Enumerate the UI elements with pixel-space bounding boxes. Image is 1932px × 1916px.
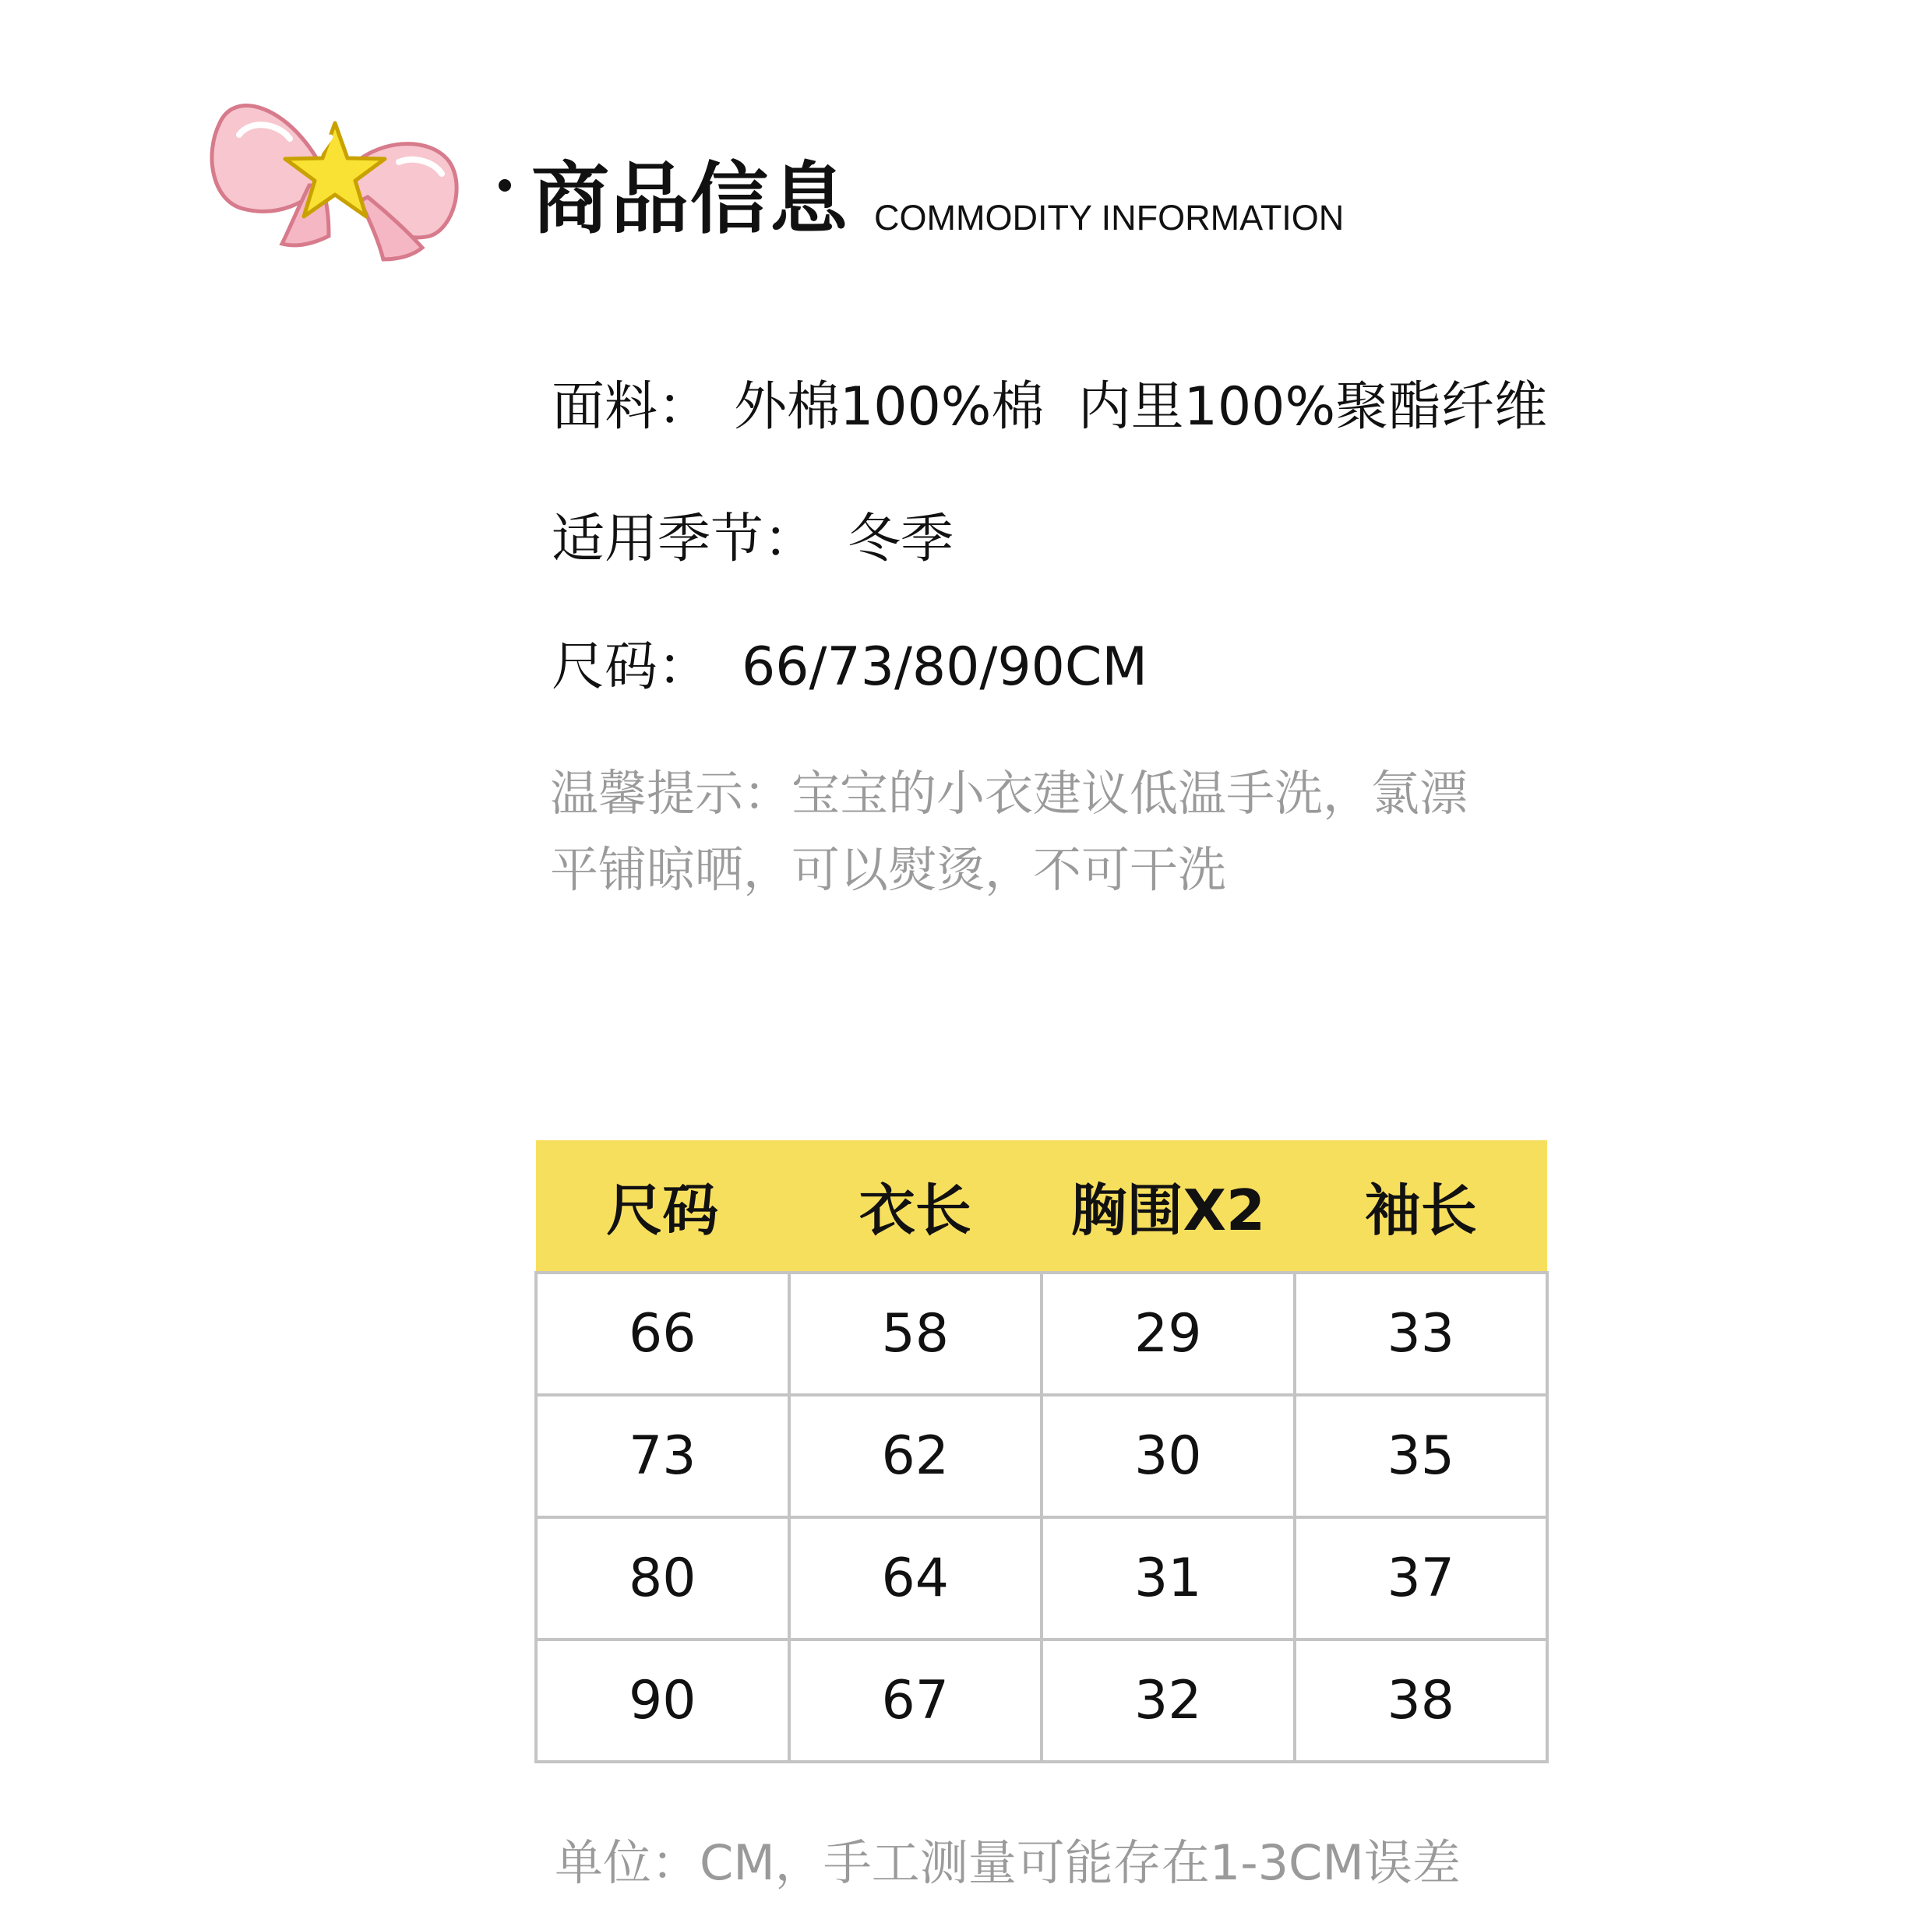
fabric-label: 面料： xyxy=(552,376,711,438)
table-row xyxy=(536,1395,1547,1517)
header-cell-sleeve: 袖长 xyxy=(1295,1140,1548,1273)
table-cell: 38 xyxy=(1295,1640,1548,1762)
fabric-value: 外棉100%棉 内里100%聚酯纤维 xyxy=(734,376,1548,438)
header-cell-length: 衣长 xyxy=(789,1140,1042,1273)
header-cell-chest: 胸围X2 xyxy=(1042,1140,1295,1273)
table-row xyxy=(536,1640,1547,1762)
section-subtitle: COMMODITY INFORMATION xyxy=(874,198,1345,238)
bow-with-star-icon xyxy=(204,92,465,271)
title-bullet xyxy=(499,179,511,192)
size-value: 66/73/80/90CM xyxy=(742,636,1148,698)
table-cell: 32 xyxy=(1042,1640,1295,1762)
table-cell: 37 xyxy=(1295,1517,1548,1640)
care-tip-line: 温馨提示：宝宝的小衣建议低温手洗，氯漂 xyxy=(550,765,1468,822)
table-cell: 29 xyxy=(1042,1273,1295,1395)
section-title: 商品信息 xyxy=(531,153,849,245)
measurement-note: 单位：CM，手工测量可能存在1-3CM误差 xyxy=(555,1834,1461,1891)
table-cell: 66 xyxy=(536,1273,789,1395)
season-label: 适用季节： xyxy=(552,509,817,570)
table-cell: 30 xyxy=(1042,1395,1295,1517)
header-cell-size: 尺码 xyxy=(536,1140,789,1273)
season-value: 冬季 xyxy=(848,509,954,570)
table-cell: 67 xyxy=(789,1640,1042,1762)
size-line xyxy=(552,632,1148,703)
size-chart-table xyxy=(534,1140,1549,1763)
table-cell: 80 xyxy=(536,1517,789,1640)
care-tip xyxy=(550,755,1578,908)
table-cell: 64 xyxy=(789,1517,1042,1640)
care-tip-line: 平铺晾晒，可以熨烫，不可干洗 xyxy=(550,841,1227,898)
table-cell: 62 xyxy=(789,1395,1042,1517)
table-row xyxy=(536,1517,1547,1640)
table-cell: 73 xyxy=(536,1395,789,1517)
table-cell: 33 xyxy=(1295,1273,1548,1395)
table-cell: 35 xyxy=(1295,1395,1548,1517)
season-line xyxy=(552,505,954,575)
table-cell: 31 xyxy=(1042,1517,1295,1640)
table-cell: 58 xyxy=(789,1273,1042,1395)
size-chart-header-row xyxy=(536,1140,1547,1273)
fabric-line xyxy=(552,372,1547,442)
size-label: 尺码： xyxy=(552,636,711,698)
table-cell: 90 xyxy=(536,1640,789,1762)
table-row xyxy=(536,1273,1547,1395)
